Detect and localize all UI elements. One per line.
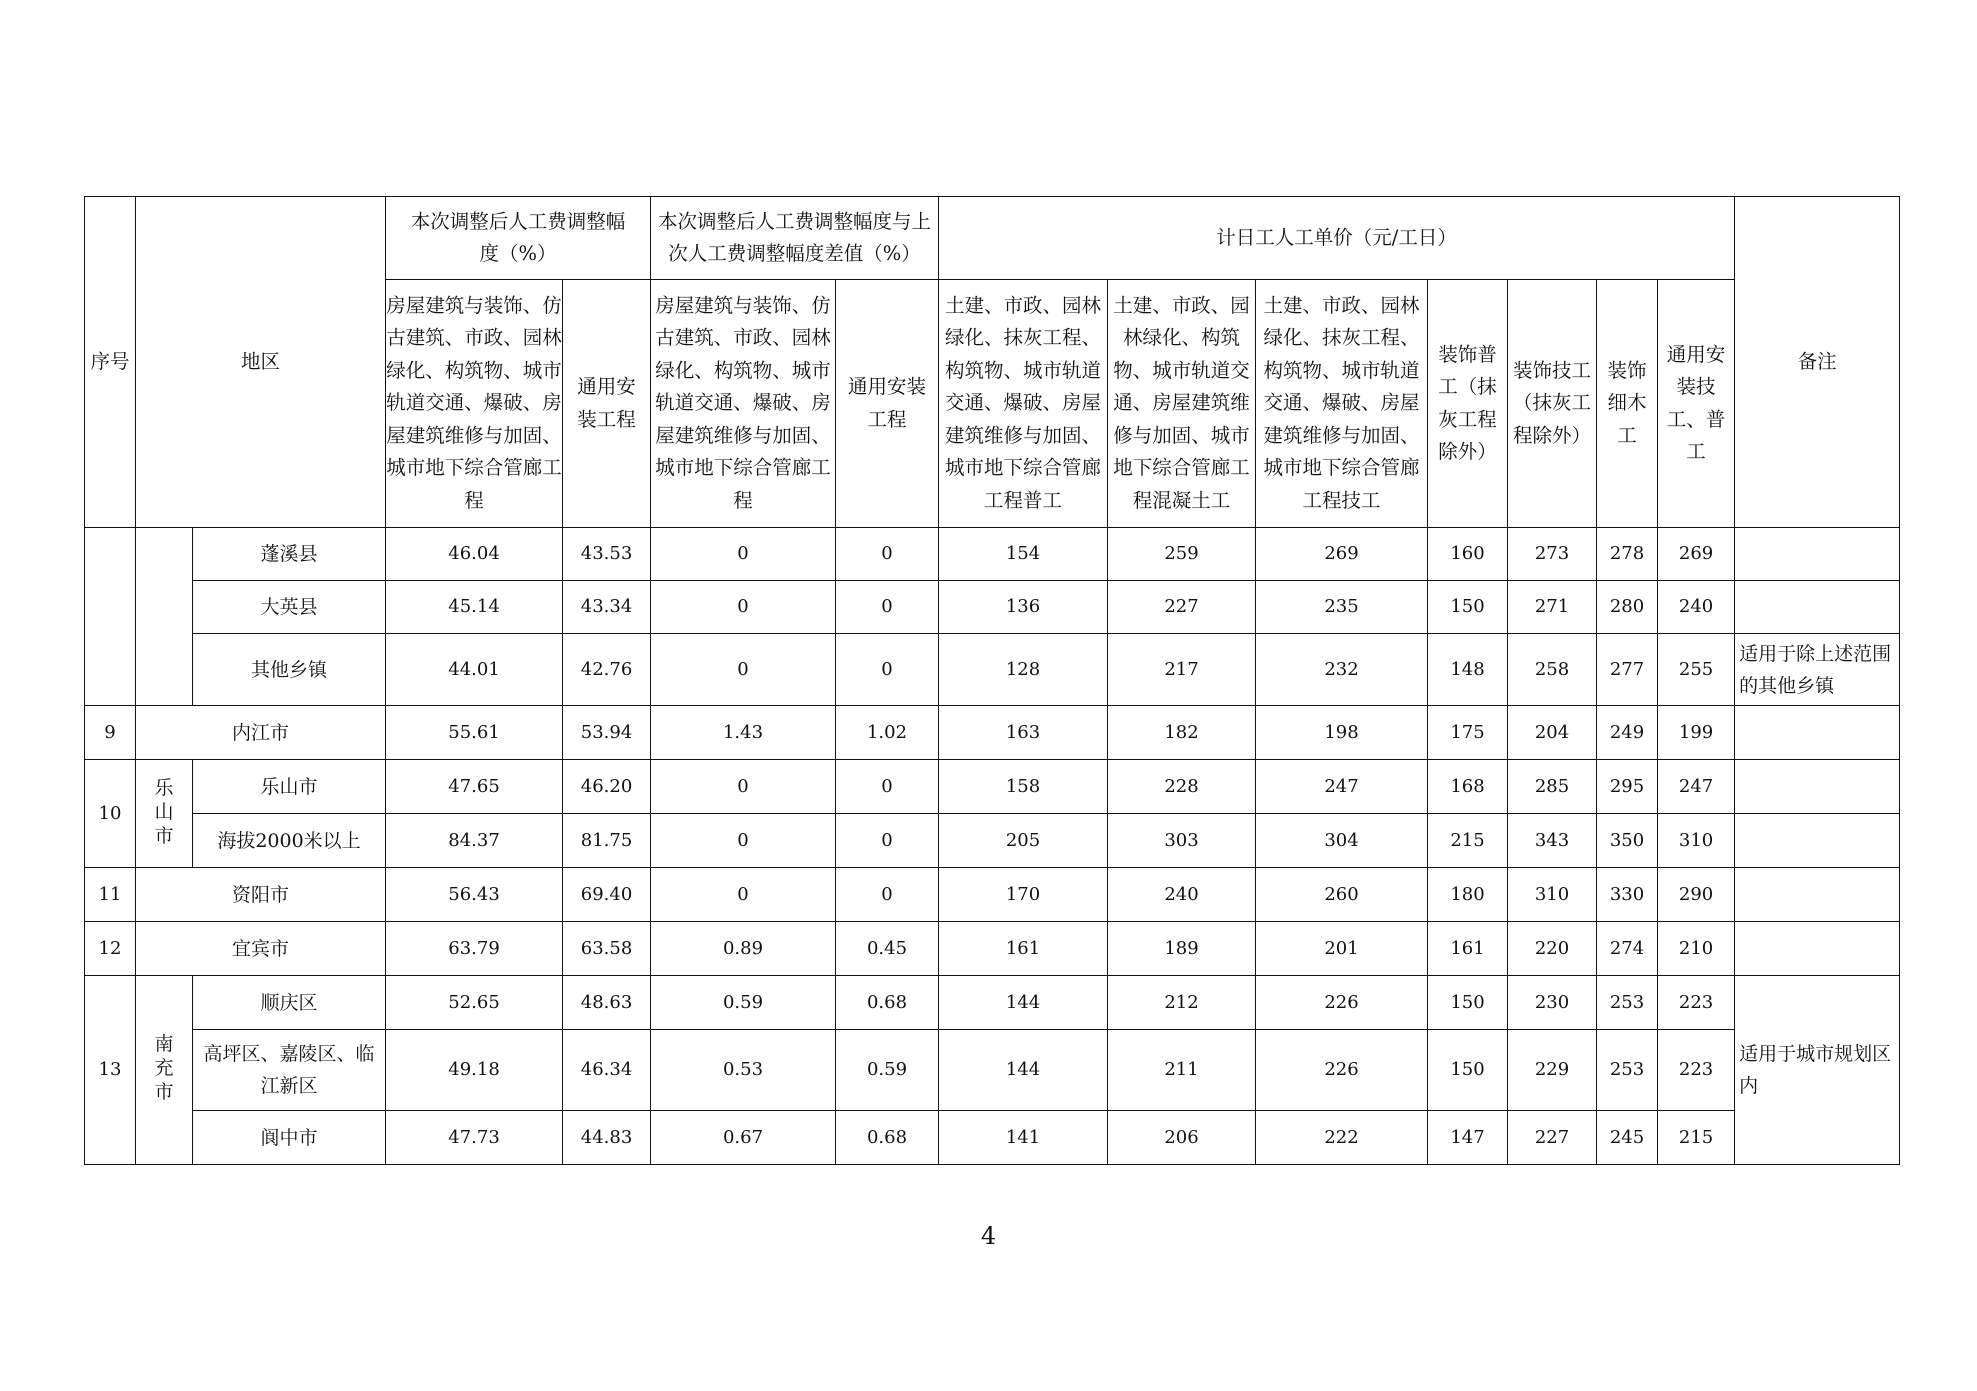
table-row <box>85 1030 1900 1111</box>
remark-cell-empty <box>1735 528 1900 581</box>
diff-building: 0.59 <box>651 976 836 1030</box>
price-deco-skilled: 258 <box>1508 634 1597 706</box>
price-deco-wood: 330 <box>1597 868 1658 922</box>
header-seq: 序号 <box>85 197 136 528</box>
rate-install: 44.83 <box>563 1111 651 1165</box>
price-install-worker: 223 <box>1658 976 1735 1030</box>
rate-install: 43.53 <box>563 528 651 581</box>
price-common-labor: 154 <box>939 528 1108 581</box>
table-row <box>85 922 1900 976</box>
table-row <box>85 706 1900 760</box>
price-common-labor: 128 <box>939 634 1108 706</box>
price-concrete: 240 <box>1108 868 1256 922</box>
price-skilled: 232 <box>1256 634 1428 706</box>
header-adjust-diff: 本次调整后人工费调整幅度与上次人工费调整幅度差值（%） <box>651 197 939 280</box>
rate-install: 48.63 <box>563 976 651 1030</box>
seq-cell: 13 <box>85 976 136 1165</box>
diff-install: 0 <box>836 634 939 706</box>
price-deco-skilled: 229 <box>1508 1030 1597 1111</box>
price-skilled: 222 <box>1256 1111 1428 1165</box>
price-install-worker: 223 <box>1658 1030 1735 1111</box>
diff-install: 0 <box>836 868 939 922</box>
price-concrete: 227 <box>1108 581 1256 634</box>
diff-install: 0 <box>836 528 939 581</box>
price-skilled: 260 <box>1256 868 1428 922</box>
region-name: 蓬溪县 <box>193 528 386 581</box>
region-group-name: 南充市 <box>154 1033 174 1103</box>
price-install-worker: 199 <box>1658 706 1735 760</box>
remark-cell-empty <box>1735 814 1900 868</box>
price-skilled: 247 <box>1256 760 1428 814</box>
seq-cell: 11 <box>85 868 136 922</box>
price-common-labor: 144 <box>939 976 1108 1030</box>
price-skilled: 201 <box>1256 922 1428 976</box>
rate-install: 46.20 <box>563 760 651 814</box>
price-skilled: 226 <box>1256 976 1428 1030</box>
price-deco-wood: 253 <box>1597 976 1658 1030</box>
diff-building: 0 <box>651 634 836 706</box>
price-common-labor: 170 <box>939 868 1108 922</box>
remark-cell-empty <box>1735 760 1900 814</box>
rate-install: 53.94 <box>563 706 651 760</box>
price-deco-skilled: 227 <box>1508 1111 1597 1165</box>
rate-building: 46.04 <box>386 528 563 581</box>
header-deco-common: 装饰普工（抹灰工程除外） <box>1428 280 1508 528</box>
price-skilled: 235 <box>1256 581 1428 634</box>
page-number: 4 <box>980 1222 997 1250</box>
price-skilled: 269 <box>1256 528 1428 581</box>
diff-install: 0.68 <box>836 1111 939 1165</box>
header-region: 地区 <box>136 197 386 528</box>
price-common-labor: 141 <box>939 1111 1108 1165</box>
rate-building: 49.18 <box>386 1030 563 1111</box>
diff-building: 0 <box>651 868 836 922</box>
table-row <box>85 814 1900 868</box>
diff-building: 0 <box>651 814 836 868</box>
header-adjust-rate: 本次调整后人工费调整幅度（%） <box>386 197 651 280</box>
price-install-worker: 247 <box>1658 760 1735 814</box>
rate-install: 42.76 <box>563 634 651 706</box>
seq-cell: 9 <box>85 706 136 760</box>
price-deco-skilled: 273 <box>1508 528 1597 581</box>
price-deco-wood: 245 <box>1597 1111 1658 1165</box>
region-group-name-cell <box>136 976 193 1165</box>
price-deco-common: 147 <box>1428 1111 1508 1165</box>
price-deco-wood: 350 <box>1597 814 1658 868</box>
diff-install: 0.45 <box>836 922 939 976</box>
region-group-name-cell <box>136 760 193 868</box>
rate-install: 43.34 <box>563 581 651 634</box>
rate-install: 63.58 <box>563 922 651 976</box>
price-deco-wood: 278 <box>1597 528 1658 581</box>
seq-cell: 10 <box>85 760 136 868</box>
seq-cell: 12 <box>85 922 136 976</box>
price-deco-skilled: 204 <box>1508 706 1597 760</box>
table-row <box>85 868 1900 922</box>
diff-install: 0 <box>836 760 939 814</box>
region-name: 高坪区、嘉陵区、临江新区 <box>193 1030 386 1111</box>
diff-building: 0.53 <box>651 1030 836 1111</box>
header-install-worker: 通用安装技工、普工 <box>1658 280 1735 528</box>
rate-building: 47.65 <box>386 760 563 814</box>
header-building-works: 房屋建筑与装饰、仿古建筑、市政、园林绿化、构筑物、城市轨道交通、爆破、房屋建筑维修与加固、城市地下综合管廊工程 <box>386 280 563 528</box>
header-skilled-worker: 土建、市政、园林绿化、抹灰工程、构筑物、城市轨道交通、爆破、房屋建筑维修与加固、城市地下综合管廊工程技工 <box>1256 280 1428 528</box>
table-row <box>85 1111 1900 1165</box>
region-name: 海拔2000米以上 <box>193 814 386 868</box>
price-install-worker: 310 <box>1658 814 1735 868</box>
header-common-labor: 土建、市政、园林绿化、抹灰工程、构筑物、城市轨道交通、爆破、房屋建筑维修与加固、城市地下综合管廊工程普工 <box>939 280 1108 528</box>
diff-install: 0 <box>836 814 939 868</box>
price-concrete: 206 <box>1108 1111 1256 1165</box>
header-daily-price: 计日工人工单价（元/工日） <box>939 197 1735 280</box>
price-concrete: 212 <box>1108 976 1256 1030</box>
price-deco-wood: 274 <box>1597 922 1658 976</box>
price-concrete: 211 <box>1108 1030 1256 1111</box>
header-deco-wood: 装饰细木工 <box>1597 280 1658 528</box>
price-concrete: 228 <box>1108 760 1256 814</box>
price-deco-common: 175 <box>1428 706 1508 760</box>
price-deco-common: 148 <box>1428 634 1508 706</box>
remark-cell-empty <box>1735 922 1900 976</box>
table-row <box>85 581 1900 634</box>
region-name: 资阳市 <box>136 868 386 922</box>
price-deco-skilled: 310 <box>1508 868 1597 922</box>
table-row <box>85 634 1900 706</box>
price-deco-common: 215 <box>1428 814 1508 868</box>
header-building-works-diff: 房屋建筑与装饰、仿古建筑、市政、园林绿化、构筑物、城市轨道交通、爆破、房屋建筑维修与加固、城市地下综合管廊工程 <box>651 280 836 528</box>
price-deco-common: 161 <box>1428 922 1508 976</box>
rate-building: 45.14 <box>386 581 563 634</box>
region-name: 内江市 <box>136 706 386 760</box>
price-install-worker: 210 <box>1658 922 1735 976</box>
price-concrete: 217 <box>1108 634 1256 706</box>
price-deco-wood: 295 <box>1597 760 1658 814</box>
price-common-labor: 136 <box>939 581 1108 634</box>
rate-building: 84.37 <box>386 814 563 868</box>
price-install-worker: 215 <box>1658 1111 1735 1165</box>
rate-building: 44.01 <box>386 634 563 706</box>
price-deco-wood: 249 <box>1597 706 1658 760</box>
rate-building: 55.61 <box>386 706 563 760</box>
rate-building: 52.65 <box>386 976 563 1030</box>
price-concrete: 189 <box>1108 922 1256 976</box>
price-skilled: 198 <box>1256 706 1428 760</box>
price-deco-wood: 253 <box>1597 1030 1658 1111</box>
rate-install: 46.34 <box>563 1030 651 1111</box>
remark-cell-empty <box>1735 868 1900 922</box>
rate-install: 81.75 <box>563 814 651 868</box>
table-row <box>85 976 1900 1030</box>
region-name: 宜宾市 <box>136 922 386 976</box>
header-row-1 <box>85 197 1900 280</box>
price-deco-skilled: 343 <box>1508 814 1597 868</box>
price-common-labor: 163 <box>939 706 1108 760</box>
price-deco-wood: 277 <box>1597 634 1658 706</box>
header-install-works-diff: 通用安装工程 <box>836 280 939 528</box>
rate-building: 63.79 <box>386 922 563 976</box>
seq-cell-empty <box>85 528 136 706</box>
price-skilled: 226 <box>1256 1030 1428 1111</box>
region-group-name: 乐山市 <box>154 776 174 847</box>
diff-building: 1.43 <box>651 706 836 760</box>
price-concrete: 259 <box>1108 528 1256 581</box>
remark-cell: 适用于除上述范围的其他乡镇 <box>1735 634 1900 706</box>
price-deco-common: 180 <box>1428 868 1508 922</box>
price-install-worker: 255 <box>1658 634 1735 706</box>
diff-install: 0 <box>836 581 939 634</box>
price-install-worker: 240 <box>1658 581 1735 634</box>
price-deco-skilled: 271 <box>1508 581 1597 634</box>
diff-building: 0 <box>651 760 836 814</box>
price-deco-common: 150 <box>1428 1030 1508 1111</box>
header-concrete-worker: 土建、市政、园林绿化、构筑物、城市轨道交通、房屋建筑维修与加固、城市地下综合管廊工程混凝土工 <box>1108 280 1256 528</box>
price-deco-common: 150 <box>1428 581 1508 634</box>
price-common-labor: 144 <box>939 1030 1108 1111</box>
price-common-labor: 205 <box>939 814 1108 868</box>
price-deco-common: 160 <box>1428 528 1508 581</box>
price-deco-skilled: 285 <box>1508 760 1597 814</box>
region-name: 其他乡镇 <box>193 634 386 706</box>
diff-install: 0.68 <box>836 976 939 1030</box>
remark-cell: 适用于城市规划区内 <box>1735 976 1900 1165</box>
table-row <box>85 760 1900 814</box>
remark-cell-empty <box>1735 706 1900 760</box>
diff-building: 0.89 <box>651 922 836 976</box>
price-deco-skilled: 230 <box>1508 976 1597 1030</box>
table-body <box>85 197 1900 1165</box>
region-name: 顺庆区 <box>193 976 386 1030</box>
remark-cell-empty <box>1735 581 1900 634</box>
region-name: 乐山市 <box>193 760 386 814</box>
header-remark: 备注 <box>1735 197 1900 528</box>
price-install-worker: 290 <box>1658 868 1735 922</box>
region-name: 阆中市 <box>193 1111 386 1165</box>
region-name: 大英县 <box>193 581 386 634</box>
price-concrete: 182 <box>1108 706 1256 760</box>
rate-install: 69.40 <box>563 868 651 922</box>
price-install-worker: 269 <box>1658 528 1735 581</box>
diff-install: 0.59 <box>836 1030 939 1111</box>
price-common-labor: 158 <box>939 760 1108 814</box>
group-cell-empty <box>136 528 193 706</box>
price-deco-common: 150 <box>1428 976 1508 1030</box>
labor-price-table <box>84 196 1900 1165</box>
rate-building: 56.43 <box>386 868 563 922</box>
table-row <box>85 528 1900 581</box>
price-deco-skilled: 220 <box>1508 922 1597 976</box>
price-skilled: 304 <box>1256 814 1428 868</box>
price-deco-common: 168 <box>1428 760 1508 814</box>
diff-building: 0 <box>651 581 836 634</box>
diff-building: 0 <box>651 528 836 581</box>
price-common-labor: 161 <box>939 922 1108 976</box>
rate-building: 47.73 <box>386 1111 563 1165</box>
price-deco-wood: 280 <box>1597 581 1658 634</box>
diff-install: 1.02 <box>836 706 939 760</box>
header-install-works: 通用安装工程 <box>563 280 651 528</box>
diff-building: 0.67 <box>651 1111 836 1165</box>
header-deco-skilled: 装饰技工（抹灰工程除外） <box>1508 280 1597 528</box>
price-concrete: 303 <box>1108 814 1256 868</box>
